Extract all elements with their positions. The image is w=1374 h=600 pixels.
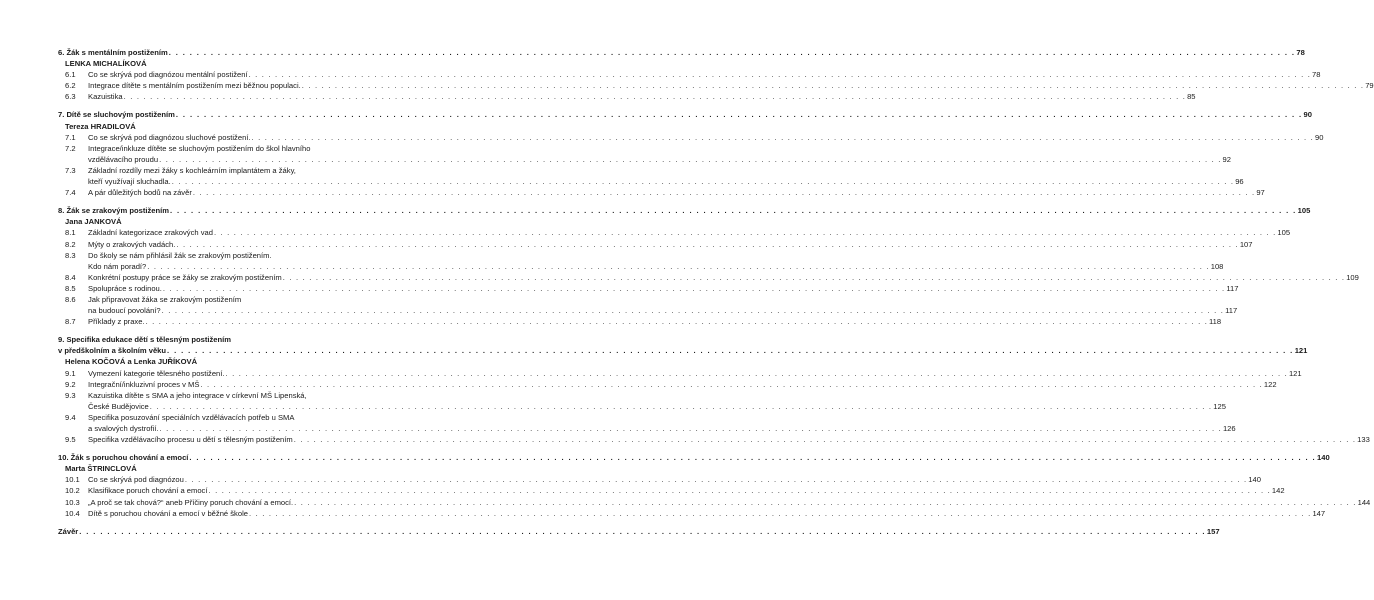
page-number: 85 [1187,92,1196,102]
section-title-row-title: Klasifikace poruch chování a emocí [88,486,208,496]
section-number: 9.3 [65,390,76,400]
section-title-row-title: Vymezení kategorie tělesného postižení. [88,368,225,378]
section-body [88,412,1236,434]
section-body [88,474,1261,485]
section-title-row [88,239,1253,250]
section-number: 10.2 [65,486,80,496]
page-number: 133 [1357,435,1370,445]
chapter-title-row [58,345,1308,356]
section-number: 8.4 [65,272,76,282]
section-body [88,272,1359,283]
section-body [88,283,1238,294]
section-title-row-title: Základní kategorizace zrakových vad [88,228,213,238]
chapter-8 [58,205,1359,327]
section-number: 10.4 [65,508,80,518]
section-body [88,239,1253,250]
section-body [88,250,1223,272]
section-entry [58,143,1231,165]
dot-leader [251,132,1315,143]
page-number: 90 [1303,110,1312,120]
dot-leader [248,508,1312,519]
section-entry [58,250,1224,272]
page-number: 107 [1239,239,1253,249]
page-number: 144 [1357,497,1371,507]
page-number: 122 [1263,379,1277,389]
page-number: 105 [1297,206,1311,216]
section-body [88,497,1370,508]
dot-leader [184,474,1248,485]
page-number: 90 [1314,132,1324,142]
dot-leader [149,401,1213,412]
page-number: 118 [1209,317,1222,327]
section-body [88,390,1226,412]
section-entry [58,91,1196,102]
section-title-row [88,379,1277,390]
section-number: 7.1 [65,132,76,142]
dot-leader [169,205,1298,216]
section-body [88,227,1290,238]
page-number: 125 [1213,401,1226,411]
table-of-contents [58,47,1374,544]
page-number: 97 [1256,188,1265,198]
section-number: 8.7 [65,317,76,327]
dot-leader [188,452,1317,463]
section-title-row-title: a svalových dystrofií. [88,424,159,433]
section-title-line: Specifika posuzování speciálních vzdělávacích potřeb u SMA [88,412,295,422]
section-title-row-title: Spolupráce s rodinou. [88,283,162,293]
section-number: 7.4 [65,188,76,198]
chapter-7 [58,109,1324,198]
ending-row [58,526,1220,537]
section-title-row [88,80,1374,91]
page-number: 140 [1317,453,1330,463]
section-body [88,69,1320,80]
page-number: 109 [1346,272,1359,282]
section-body [88,294,1237,316]
ending-entry [58,526,1220,537]
dot-leader [199,379,1263,390]
section-number: 7.3 [65,165,76,175]
section-title-row [88,423,1236,434]
dot-leader [78,526,1207,537]
section-entry [58,187,1265,198]
section-title-row [88,69,1320,80]
page-number: 117 [1226,283,1239,293]
section-number: 10.1 [65,475,80,485]
section-entry [58,368,1302,379]
section-title-row [88,474,1261,485]
section-title-row-title: Specifika vzdělávacího procesu u dětí s tělesným postižením [88,435,293,445]
section-entry [58,165,1244,187]
page-number: 140 [1248,475,1261,485]
chapter-author: Jana JANKOVÁ [65,217,122,227]
section-entry [58,227,1291,238]
dot-leader [225,368,1289,379]
section-title-row-title: Integrační/inkluzivní proces v MŠ [88,379,200,389]
section-body [88,187,1265,198]
section-title-row [88,132,1323,143]
chapter-title-row-title: 10. Žák s poruchou chování a emocí [58,453,189,463]
dot-leader [158,423,1222,434]
page-number: 96 [1235,177,1244,187]
page-number: 157 [1206,526,1220,536]
section-title-row-title: na budoucí povolání? [88,306,161,316]
section-title-row [88,305,1237,316]
section-body [88,434,1370,445]
dot-leader [166,345,1295,356]
dot-leader [161,305,1225,316]
chapter-title-row [58,452,1330,463]
section-entry [58,497,1371,508]
dot-leader [293,434,1357,445]
dot-leader [213,227,1277,238]
dot-leader [282,272,1346,283]
page-number: 117 [1225,306,1238,316]
section-entry [58,508,1326,519]
section-entry [58,272,1359,283]
section-title-row [88,187,1265,198]
section-entry [58,474,1261,485]
chapter-title-row [58,205,1311,216]
section-body [88,80,1374,91]
dot-leader [248,69,1312,80]
section-title-row-title: Konkrétní postupy práce se žáky se zrakovým postižením [88,272,282,282]
chapter-title-row-title: v předškolním a školním věku [58,346,167,356]
section-entry [58,434,1370,445]
section-body [88,165,1244,187]
section-title-row-title: Co se skrývá pod diagnózou sluchové postižení. [88,132,251,142]
dot-leader [293,497,1357,508]
page-number: 108 [1210,261,1224,271]
section-entry [58,379,1277,390]
section-entry [58,294,1238,316]
dot-leader [145,316,1209,327]
section-number: 8.5 [65,283,76,293]
section-title-row [88,316,1221,327]
section-body [88,132,1323,143]
section-number: 10.3 [65,497,80,507]
page-number: 92 [1222,154,1231,164]
page-number: 78 [1296,48,1305,57]
section-number: 8.2 [65,239,76,249]
section-number: 6.2 [65,81,76,91]
section-number: 8.6 [65,294,76,304]
section-body [88,485,1285,496]
section-entry [58,316,1222,327]
section-title-row-title: Kazuistika [88,92,123,102]
section-title-line: Jak připravovat žáka se zrakovým postižením [88,294,242,304]
page-number: 121 [1294,346,1308,356]
section-body [88,368,1302,379]
section-body [88,379,1277,390]
chapter-author: Marta ŠTRINCLOVÁ [65,464,137,474]
dot-leader [158,154,1222,165]
chapter-title-row-title: 6. Žák s mentálním postižením [58,48,168,57]
section-title-row-title: Kdo nám poradí? [88,261,147,271]
dot-leader [207,485,1271,496]
section-body [88,91,1196,102]
section-title-row-title: vzdělávacího proudu [88,154,159,164]
section-title-row-title: Mýty o zrakových vadách. [88,239,176,249]
page-number: 79 [1365,81,1374,91]
section-number: 8.3 [65,250,76,260]
page-number: 105 [1277,228,1291,238]
chapter-6 [58,47,1374,102]
section-number: 7.2 [65,143,76,153]
section-entry [58,239,1253,250]
dot-leader [146,261,1210,272]
section-title-row-title: kteří využívají sluchadla. [88,177,171,187]
section-title-row [88,401,1226,412]
page-number: 142 [1271,486,1285,496]
chapter-9 [58,334,1370,445]
section-body [88,143,1231,165]
chapter-title-row [58,47,1305,58]
section-entry [58,390,1226,412]
section-number: 9.5 [65,435,76,445]
dot-leader [192,187,1256,198]
ending-row-title: Závěr [58,526,79,536]
section-entry [58,485,1285,496]
dot-leader [175,239,1239,250]
section-title-row [88,154,1231,165]
section-number: 9.2 [65,379,76,389]
section-number: 9.1 [65,368,76,378]
dot-leader [171,176,1235,187]
chapter-title-line [58,334,376,345]
chapter-author: Tereza HRADILOVÁ [65,121,136,131]
section-entry [58,132,1324,143]
chapter-title-row-title: 8. Žák se zrakovým postižením [58,206,169,216]
section-body [88,508,1325,519]
section-number: 8.1 [65,228,76,238]
chapter-title-row-title: 7. Dítě se sluchovým postižením [58,110,175,120]
chapter-10 [58,452,1371,519]
section-title-row [88,434,1370,445]
section-title-row [88,227,1290,238]
section-title-row [88,261,1223,272]
chapter-author: Helena KOČOVÁ a Lenka JUŘÍKOVÁ [65,357,198,367]
section-body [88,316,1221,327]
section-title-row [88,272,1359,283]
dot-leader [168,47,1297,58]
section-title-row [88,91,1196,102]
section-title-line: Do školy se nám přihlásil žák se zrakovým postižením. [88,250,272,260]
section-title-row-title: Integrace dítěte s mentálním postižením mezi běžnou populaci. [88,81,301,91]
chapter-title: 9. Specifika edukace dětí s tělesným postižením [58,335,232,345]
dot-leader [123,91,1187,102]
section-title-row-title: „A proč se tak chová?“ aneb Příčiny poruch chování a emocí. [88,497,294,507]
section-entry [58,80,1374,91]
section-title-row-title: České Budějovice [88,401,149,411]
section-title-line: Základní rozdíly mezi žáky s kochleárním implantátem a žáky, [88,165,296,175]
dot-leader [175,109,1304,120]
section-title-row-title: Co se skrývá pod diagnózou [88,475,184,485]
section-entry [58,412,1236,434]
section-title-row-title: Dítě s poruchou chování a emocí v běžné škole [88,508,248,518]
section-title-row [88,368,1302,379]
page-number: 126 [1222,424,1236,433]
dot-leader [301,80,1365,91]
chapter-author: LENKA MICHALÍKOVÁ [65,59,147,69]
section-title-row [88,283,1238,294]
section-title-row [88,508,1325,519]
section-title-row-title: Co se skrývá pod diagnózou mentální postižení [88,70,248,80]
section-title-row-title: Příklady z praxe. [88,317,145,327]
section-entry [58,69,1321,80]
chapter-title-row [58,109,1312,120]
page-number: 147 [1312,508,1326,518]
page-number: 78 [1312,70,1321,80]
section-number: 6.1 [65,70,76,80]
section-title-line: Kazuistika dítěte s SMA a jeho integrace v církevní MŠ Lipenská, [88,390,307,400]
section-title-row-title: A pár důležitých bodů na závěr [88,188,192,198]
section-number: 6.3 [65,92,76,102]
page-number: 121 [1288,368,1302,378]
dot-leader [162,283,1226,294]
section-title-row [88,176,1244,187]
section-title-row [88,485,1285,496]
section-entry [58,283,1239,294]
section-title-line: Integrace/inkluze dítěte se sluchovým postižením do škol hlavního [88,143,311,153]
section-title-row [88,497,1370,508]
section-number: 9.4 [65,412,76,422]
